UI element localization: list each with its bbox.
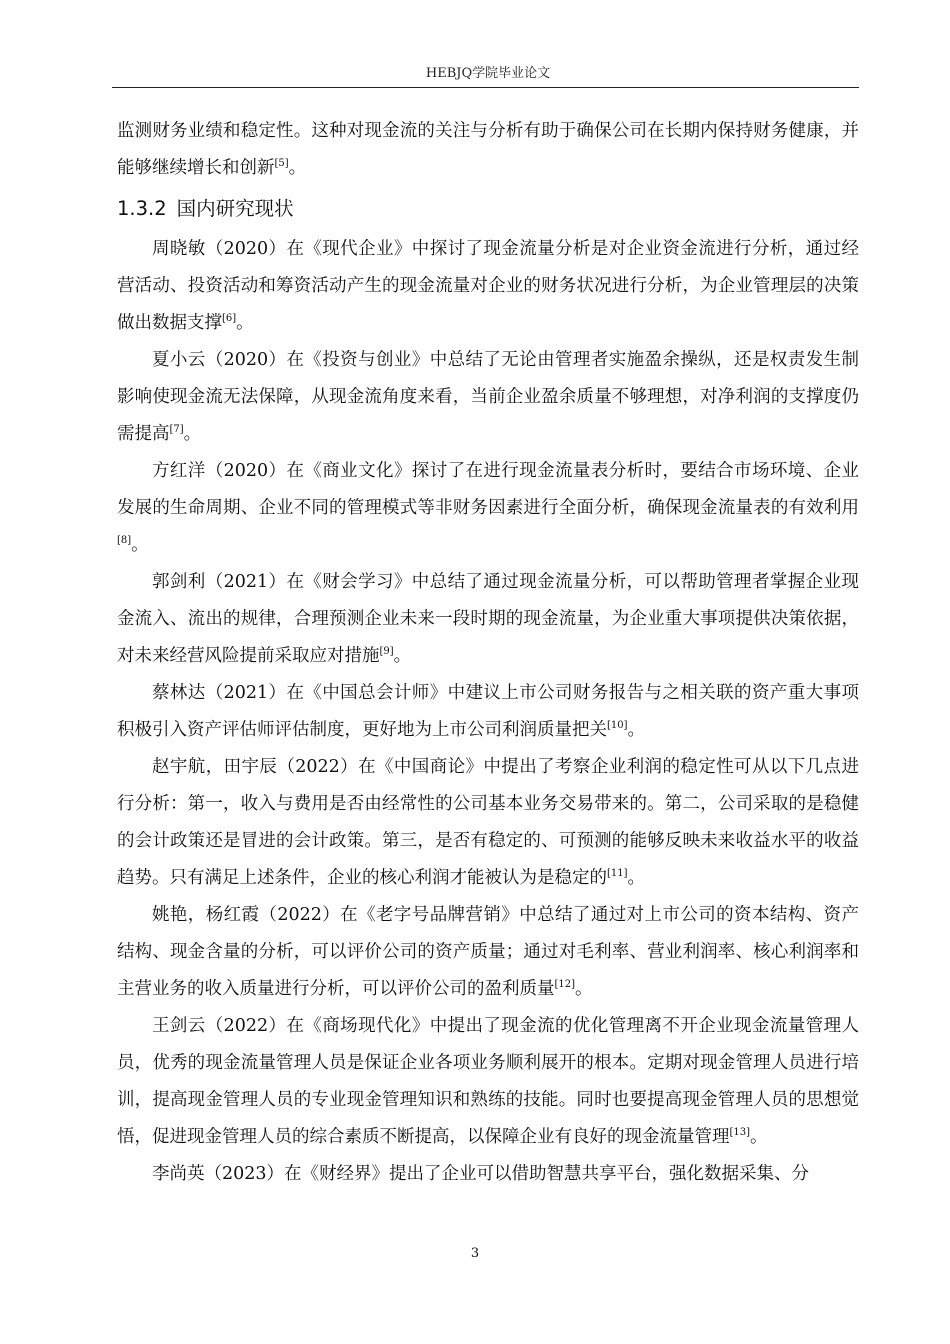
citation: [7] <box>169 424 184 436</box>
citation: [12] <box>554 979 576 991</box>
paragraph: 方红洋（2020）在《商业文化》探讨了在进行现金流量表分析时，要结合市场环境、企业发展的生命周期、企业不同的管理模式等非财务因素进行全面分析，确保现金流量表的有效利用[8]。 <box>117 461 859 555</box>
body-text <box>117 113 859 1193</box>
paragraph: 李尚英（2023）在《财经界》提出了企业可以借助智慧共享平台，强化数据采集、分 <box>152 1164 810 1184</box>
paragraph: 蔡林达（2021）在《中国总会计师》中建议上市公司财务报告与之相关联的资产重大事项积极引入资产评估师评估制度，更好地为上市公司利润质量把关[10]。 <box>117 683 859 740</box>
paragraph: 夏小云（2020）在《投资与创业》中总结了无论由管理者实施盈余操纵，还是权责发生制影响使现金流无法保障，从现金流角度来看，当前企业盈余质量不够理想，对净利润的支撑度仍需提高[7]。 <box>117 350 859 444</box>
section-heading <box>117 190 859 228</box>
citation: [11] <box>607 868 628 880</box>
paragraph: 姚艳，杨红霞（2022）在《老字号品牌营销》中总结了通过对上市公司的资本结构、资产结构、现金含量的分析，可以评价公司的资产质量；通过对毛利率、营业利润率、核心利润率和主营业务的收入质量进行分析，可以评价公司的盈利质量[12]。 <box>117 905 859 999</box>
section-title: 国内研究现状 <box>176 197 294 220</box>
citation: [13] <box>729 1127 751 1139</box>
paragraph: 王剑云（2022）在《商场现代化》中提出了现金流的优化管理离不开企业现金流量管理人员，优秀的现金流量管理人员是保证企业各项业务顺利展开的根本。定期对现金管理人员进行培训，提高现金管理人员的专业现金管理知识和熟练的技能。同时也要提高现金管理人员的思想觉悟，促进现金管理人员的综合素质不断提高，以保障企业有良好的现金流量管理[13]。 <box>117 1016 859 1147</box>
running-header: HEBJQ学院毕业论文 <box>425 66 551 81</box>
citation: [8] <box>117 535 132 547</box>
intro-paragraph: 监测财务业绩和稳定性。这种对现金流的关注与分析有助于确保公司在长期内保持财务健康，并能够继续增长和创新[5]。 <box>117 121 859 178</box>
paragraph: 郭剑利（2021）在《财会学习》中总结了通过现金流量分析，可以帮助管理者掌握企业现金流入、流出的规律，合理预测企业未来一段时期的现金流量，为企业重大事项提供决策依据，对未来经营风险提前采取应对措施[9]。 <box>117 572 859 666</box>
section-number: 1.3.2 <box>117 197 167 220</box>
citation: [9] <box>379 646 394 658</box>
paragraph: 赵宇航，田宇辰（2022）在《中国商论》中提出了考察企业利润的稳定性可从以下几点进行分析：第一，收入与费用是否由经常性的公司基本业务交易带来的。第二，公司采取的是稳健的会计政策还是冒进的会计政策。第三，是否有稳定的、可预测的能够反映未来收益水平的收益趋势。只有满足上述条件，企业的核心利润才能被认为是稳定的[11]。 <box>117 757 859 888</box>
paragraph: 周晓敏（2020）在《现代企业》中探讨了现金流量分析是对企业资金流进行分析，通过经营活动、投资活动和筹资活动产生的现金流量对企业的财务状况进行分析，为企业管理层的决策做出数据支撑[6]。 <box>117 239 859 333</box>
citation: [5] <box>274 158 289 170</box>
page-number: 3 <box>470 1246 480 1261</box>
citation: [10] <box>607 720 628 732</box>
citation: [6] <box>222 313 237 325</box>
header-rule <box>112 87 859 88</box>
